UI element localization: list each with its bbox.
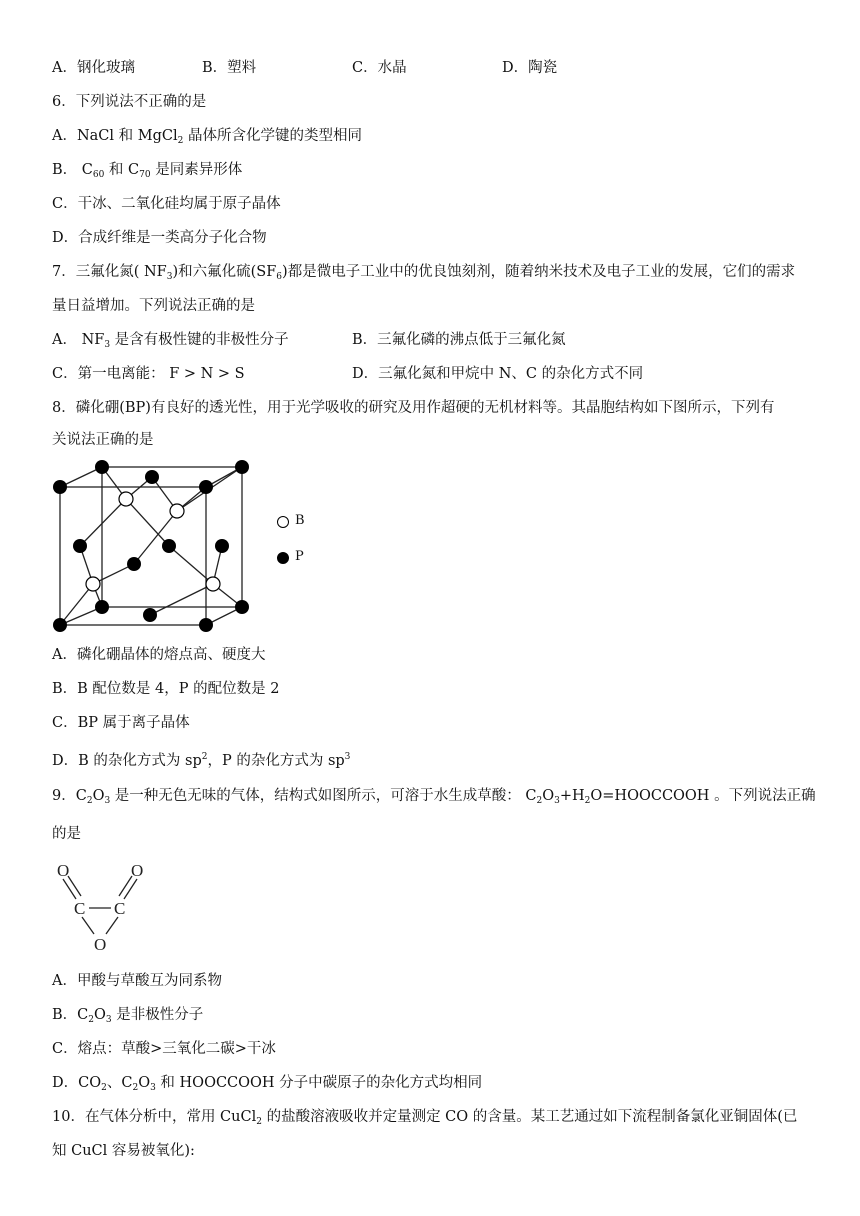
p-atom — [235, 460, 249, 474]
q9-stem-line2: 的是 — [52, 826, 81, 842]
atom-c-right: C — [114, 899, 126, 918]
q6-option-a: A．NaCl 和 MgCl$_2$ 晶体所含化学键的类型相同 — [52, 128, 362, 146]
co-double-bond — [124, 879, 137, 899]
atom-o-right: O — [131, 861, 144, 880]
p-atom — [145, 470, 159, 484]
b-atom-swatch — [277, 516, 289, 528]
q8-option-a: A．磷化硼晶体的熔点高、硬度大 — [52, 647, 266, 663]
p-atom — [53, 618, 67, 632]
b-atom — [119, 492, 133, 506]
p-atom — [199, 618, 213, 632]
q5-option-b: B．塑料 — [202, 60, 257, 76]
p-atom — [199, 480, 213, 494]
p-atom — [95, 460, 109, 474]
atom-o-left: O — [57, 861, 70, 880]
q9-option-d: D．$CO_2$、$C_2O_3$ 和 HOOCCOOH 分子中碳原子的杂化方式均相同 — [52, 1075, 483, 1093]
q7-option-b: B．三氟化磷的沸点低于三氟化氮 — [352, 332, 566, 348]
q9-stem-line1: 9．$C_2O_3$ 是一种无色无味的气体，结构式如图所示，可溶于水生成草酸： $C_2O_3+H_2O=HOOCCOOH$ 。下列说法正确 — [52, 788, 816, 806]
p-atom — [95, 600, 109, 614]
q6-option-b: B． $C_{60}$ 和 $C_{70}$ 是同素异形体 — [52, 162, 243, 180]
bp-unit-cell-diagram — [46, 455, 266, 637]
q7-option-a: A． $NF_3$ 是含有极性键的非极性分子 — [52, 332, 289, 350]
q5-option-d: D．陶瓷 — [502, 60, 558, 76]
q6-option-c: C．干冰、二氧化硅均属于原子晶体 — [52, 196, 281, 212]
q8-option-c: C．BP 属于离子晶体 — [52, 715, 190, 731]
q9-option-c: C．熔点：草酸>三氧化二碳>干冰 — [52, 1041, 276, 1057]
b-atom — [206, 577, 220, 591]
cube-back-face — [102, 467, 242, 607]
p-atom — [53, 480, 67, 494]
q5-option-c: C．水晶 — [352, 60, 407, 76]
q10-stem-line1: 10．在气体分析中，常用 CuCl$_2$ 的盐酸溶液吸收并定量测定 CO 的含量。某工艺通过如下流程制备氯化亚铜固体(已 — [52, 1109, 798, 1127]
q5-option-a: A．钢化玻璃 — [52, 60, 135, 76]
q8-option-d: D．B 的杂化方式为 $sp^2$，P 的杂化方式为 $sp^3$ — [52, 752, 351, 769]
co-ring-bond — [106, 917, 118, 934]
q6-stem: 6．下列说法不正确的是 — [52, 94, 207, 110]
q9-option-b: B．$C_2O_3$ 是非极性分子 — [52, 1007, 204, 1025]
p-atom — [215, 539, 229, 553]
c2o3-structure-diagram — [48, 855, 158, 955]
q8-option-b: B．B 配位数是 4，P 的配位数是 2 — [52, 681, 280, 697]
q7-option-c: C．第一电离能： F > N > S — [52, 366, 245, 382]
q6-option-d: D．合成纤维是一类高分子化合物 — [52, 230, 267, 246]
q10-stem-line2: 知 CuCl 容易被氧化): — [52, 1143, 195, 1159]
b-atom — [170, 504, 184, 518]
co-double-bond — [63, 879, 76, 899]
legend-label-b: B — [295, 513, 305, 528]
p-atom — [127, 557, 141, 571]
p-atom — [235, 600, 249, 614]
q8-stem-line2: 关说法正确的是 — [52, 432, 154, 448]
q7-option-d: D．三氟化氮和甲烷中 N、C 的杂化方式不同 — [352, 366, 644, 382]
b-atom — [86, 577, 100, 591]
atom-o-ring: O — [94, 935, 107, 954]
q8-stem-line1: 8．磷化硼(BP)有良好的透光性，用于光学吸收的研究及用作超硬的无机材料等。其晶胞结构如下图所示，下列有 — [52, 400, 775, 416]
q7-stem-line1: 7．三氟化氮( $NF_3$)和六氟化硫$(SF_6)$都是微电子工业中的优良蚀刻剂，随着纳米技术及电子工业的发展，它们的需求 — [52, 264, 796, 282]
p-atom — [73, 539, 87, 553]
co-ring-bond — [82, 917, 94, 934]
p-atom — [143, 608, 157, 622]
q9-option-a: A．甲酸与草酸互为同系物 — [52, 973, 222, 989]
legend-label-p: P — [295, 549, 304, 564]
q7-stem-line2: 量日益增加。下列说法正确的是 — [52, 298, 255, 314]
atom-c-left: C — [74, 899, 86, 918]
p-atom-swatch — [277, 552, 289, 564]
p-atom — [162, 539, 176, 553]
cube-front-face — [60, 487, 206, 625]
